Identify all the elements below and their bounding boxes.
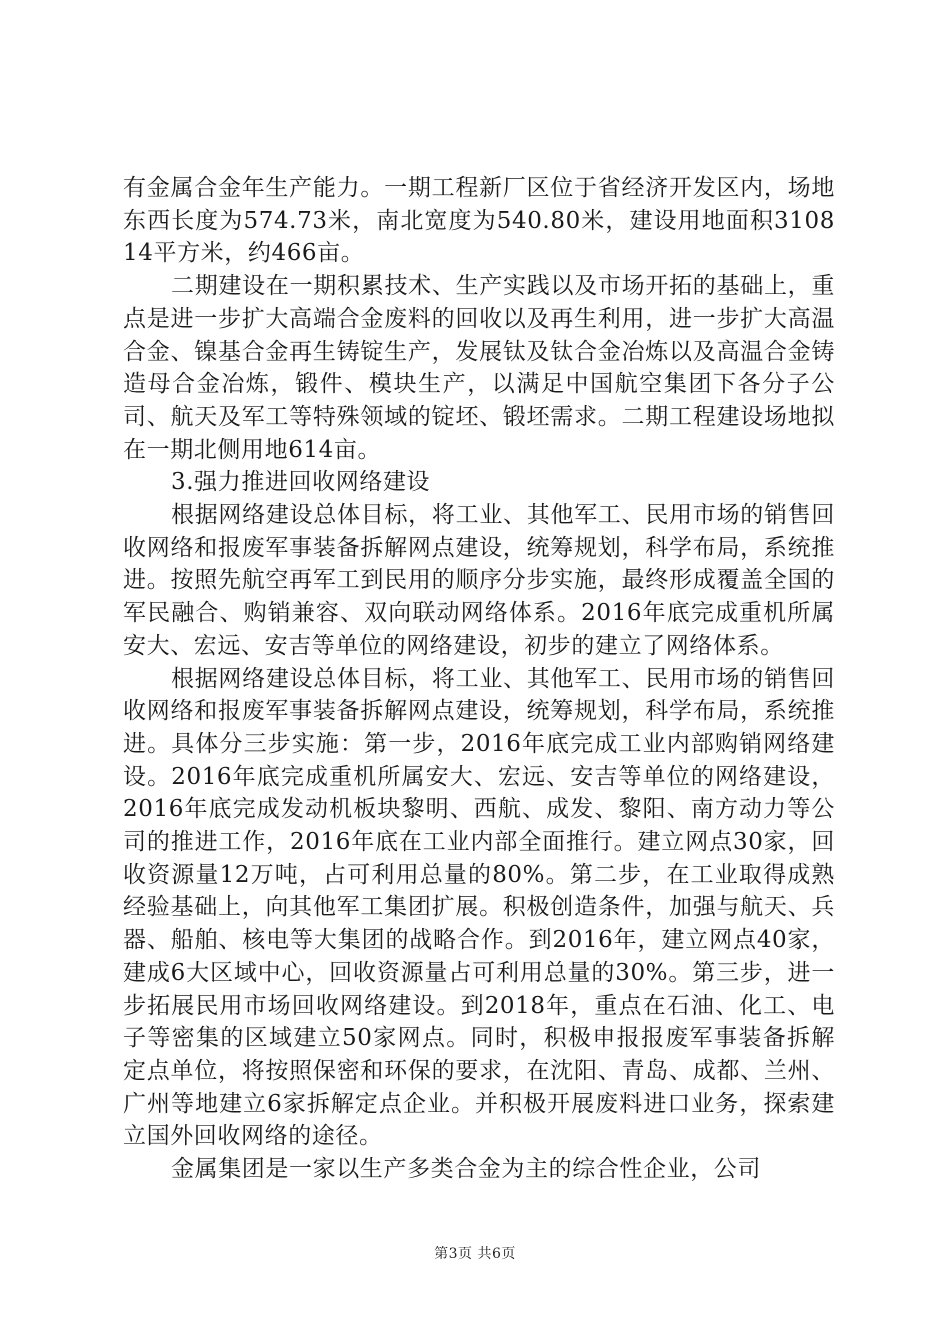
document-body bbox=[123, 172, 835, 1186]
paragraph-phase-two: 二期建设在一期积累技术、生产实践以及市场开拓的基础上，重点是进一步扩大高端合金废料的回收以及再生利用，进一步扩大高温合金、镍基合金再生铸锭生产，发展钛及钛合金冶炼以及高温合金铸造母合金冶炼，锻件、模块生产，以满足中国航空集团下各分子公司、航天及军工等特殊领域的锭坯、锻坯需求。二期工程建设场地拟在一期北侧用地614亩。 bbox=[123, 273, 835, 463]
paragraph-company-intro: 金属集团是一家以生产多类合金为主的综合性企业，公司 bbox=[171, 1156, 761, 1183]
paragraph-capacity-site: 有金属合金年生产能力。一期工程新厂区位于省经济开发区内，场地东西长度为574.73米，南北宽度为540.80米，建设用地面积310814平方米，约466亩。 bbox=[123, 175, 835, 267]
page-footer bbox=[0, 1244, 950, 1264]
paragraph-network-goal: 根据网络建设总体目标，将工业、其他军工、民用市场的销售回收网络和报废军事装备拆解网点建设，统筹规划，科学布局，系统推进。按照先航空再军工到民用的顺序分步实施，最终形成覆盖全国的军民融合、购销兼容、双向联动网络体系。2016年底完成重机所属安大、宏远、安吉等单位的网络建设，初步的建立了网络体系。 bbox=[123, 502, 835, 659]
section-heading-recycling-network: 3.强力推进回收网络建设 bbox=[171, 469, 431, 496]
paragraph-three-steps: 根据网络建设总体目标，将工业、其他军工、民用市场的销售回收网络和报废军事装备拆解网点建设，统筹规划，科学布局，系统推进。具体分三步实施：第一步，2016年底完成工业内部购销网络建设。2016年底完成重机所属安大、宏远、安吉等单位的网络建设，2016年底完成发动机板块黎明、西航、成发、黎阳、南方动力等公司的推进工作，2016年底在工业内部全面推行。建立网点30家，回收资源量12万吨，占可利用总量的80%。第二步，在工业取得成熟经验基础上，向其他军工集团扩展。积极创造条件，加强与航天、兵器、船舶、核电等大集团的战略合作。到2016年，建立网点40家，建成6大区域中心，回收资源量占可利用总量的30%。第三步，进一步拓展民用市场回收网络建设。到2018年，重点在石油、化工、电子等密集的区域建立50家网点。同时，积极申报报废军事装备拆解定点单位，将按照保密和环保的要求，在沈阳、青岛、成都、兰州、广州等地建立6家拆解定点企业。并积极开展废料进口业务，探索建立国外回收网络的途径。 bbox=[123, 665, 835, 1150]
page-number-label: 第3页 共6页 bbox=[434, 1246, 516, 1262]
